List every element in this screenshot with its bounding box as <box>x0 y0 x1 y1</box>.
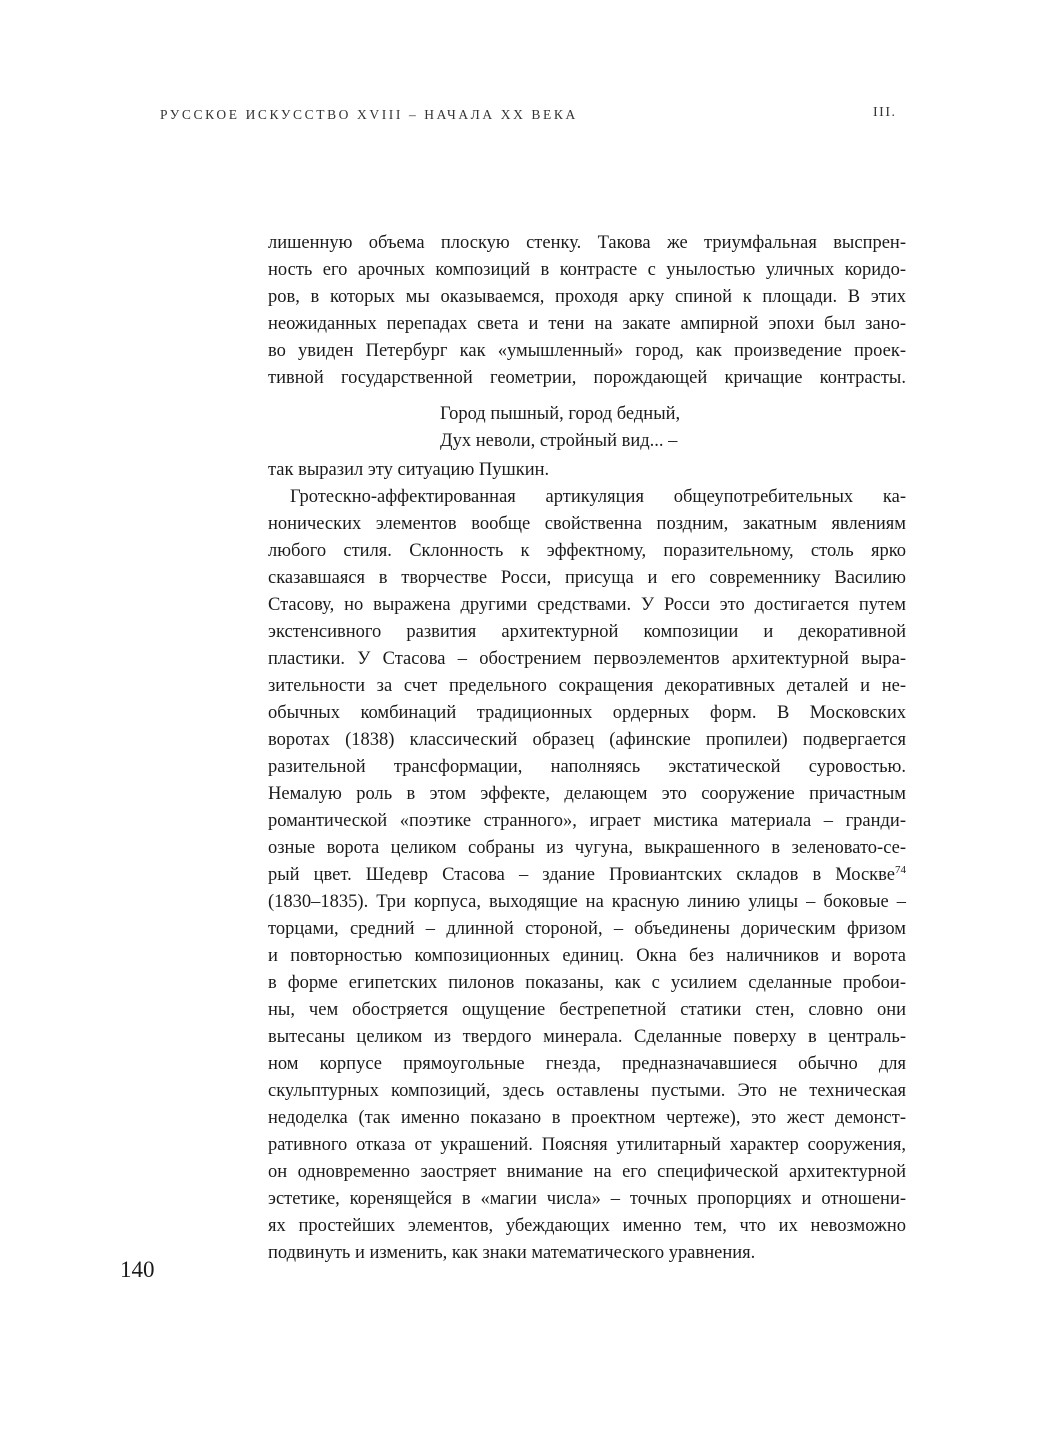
text-line: экстенсивного развития архитектурной композиции и декоративной <box>268 622 906 642</box>
text-line: обычных комбинаций традиционных ордерных форм. В Московских <box>268 703 906 723</box>
text-line: так выразил эту ситуацию Пушкин. <box>268 460 550 480</box>
text-line: недоделка (так именно показано в проектном чертеже), это жест демонст- <box>268 1108 906 1128</box>
text-line: ном корпусе прямоугольные гнезда, предназначавшиеся обычно для <box>268 1054 906 1074</box>
text-line: (1830–1835). Три корпуса, выходящие на красную линию улицы – боковые – <box>268 892 906 912</box>
text-line: пластики. У Стасова – обострением первоэлементов архитектурной выра- <box>268 649 906 669</box>
text-line: озные ворота целиком собраны из чугуна, выкрашенного в зеленовато-се- <box>268 838 906 858</box>
text-line: скульптурных композиций, здесь оставлены пустыми. Это не техническая <box>268 1081 906 1101</box>
verse-quote <box>440 401 680 455</box>
text-line: ны, чем обостряется ощущение бестрепетной статики стен, словно они <box>268 1000 906 1020</box>
text-line: лишенную объема плоскую стенку. Такова же триумфальная выспрен- <box>268 233 906 253</box>
text-line: подвинуть и изменить, как знаки математического уравнения. <box>268 1243 756 1263</box>
text-line: Гротескно-аффектированная артикуляция общеупотребительных ка- <box>290 487 906 507</box>
section-number: III. <box>873 105 897 120</box>
text-line: нонических элементов вообще свойственна поздним, закатным явлениям <box>268 514 906 534</box>
text-line: вытесаны целиком из твердого минерала. Сделанные поверху в централь- <box>268 1027 906 1047</box>
text-line: любого стиля. Склонность к эффектному, поразительному, столь ярко <box>268 541 906 561</box>
text-line: в форме египетских пилонов показаны, как с усилием сделанные пробои- <box>268 973 906 993</box>
paragraph-2 <box>268 484 906 1267</box>
text-line: ров, в которых мы оказываемся, проходя арку спиной к площади. В этих <box>268 287 906 307</box>
text-line: ративного отказа от украшений. Поясняя утилитарный характер сооружения, <box>268 1135 906 1155</box>
text-line: неожиданных перепадах света и тени на закате ампирной эпохи был зано- <box>268 314 906 334</box>
text-line-with-footnote <box>268 862 906 889</box>
text-line: разительной трансформации, наполняясь экстатической суровостью. <box>268 757 906 777</box>
running-title: РУССКОЕ ИСКУССТВО XVIII – НАЧАЛА XX ВЕКА <box>160 107 578 122</box>
text-line: эстетике, коренящейся в «магии числа» – точных пропорциях и отношени- <box>268 1189 906 1209</box>
text-line: ях простейших элементов, убеждающих именно тем, что их невозможно <box>268 1216 906 1236</box>
verse-line: Город пышный, город бедный, <box>440 404 681 424</box>
text-line: воротах (1838) классический образец (афинские пропилеи) подвергается <box>268 730 906 750</box>
text-line: ность его арочных композиций в контрасте с унылостью уличных коридо- <box>268 260 906 280</box>
paragraph-1 <box>268 230 906 392</box>
text-line: романтической «поэтике странного», играет мистика материала – гранди- <box>268 811 906 831</box>
text-segment: рый цвет. Шедевр Стасова – здание Провиантских складов в Москве <box>268 865 895 885</box>
text-line: Немалую роль в этом эффекте, делающем это сооружение причастным <box>268 784 906 804</box>
text-line: торцами, средний – длинной стороной, – объединены дорическим фризом <box>268 919 906 939</box>
text-line: во увиден Петербург как «умышленный» город, как произведение проек- <box>268 341 906 361</box>
footnote-ref: 74 <box>895 863 906 876</box>
text-line: Стасову, но выражена другими средствами. У Росси это достигается путем <box>268 595 906 615</box>
text-line: тивной государственной геометрии, порождающей кричащие контрасты. <box>268 368 906 388</box>
verse-line: Дух неволи, стройный вид... – <box>440 431 678 451</box>
text-line: зительности за счет предельного сокращения декоративных деталей и не- <box>268 676 906 696</box>
after-verse <box>268 457 906 484</box>
page-number: 140 <box>120 1257 155 1282</box>
text-line: сказавшаяся в творчестве Росси, присуща и его современнику Василию <box>268 568 906 588</box>
text-line: он одновременно заостряет внимание на его специфической архитектурной <box>268 1162 906 1182</box>
text-line: и повторностью композиционных единиц. Окна без наличников и ворота <box>268 946 906 966</box>
